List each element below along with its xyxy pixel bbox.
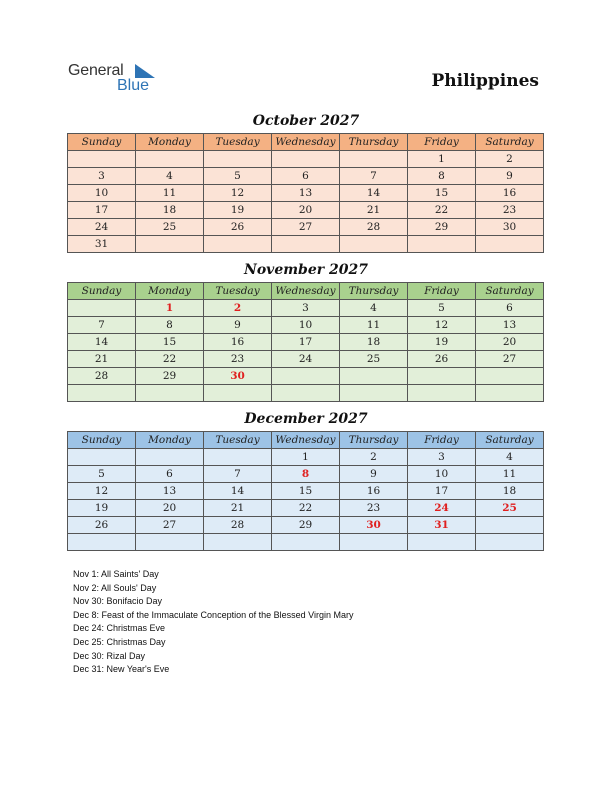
weekday-sunday: Sunday	[68, 134, 136, 151]
week-row	[68, 449, 544, 466]
empty-day-cell	[408, 534, 476, 551]
holiday-item: Dec 24: Christmas Eve	[73, 623, 166, 634]
week-row	[68, 534, 544, 551]
empty-day-cell	[204, 449, 272, 466]
day-cell: 19	[204, 202, 272, 219]
day-cell: 2	[204, 300, 272, 317]
week-row	[68, 202, 544, 219]
weekday-sunday: Sunday	[68, 283, 136, 300]
day-cell: 13	[272, 185, 340, 202]
empty-day-cell	[204, 236, 272, 253]
weekday-header-row	[68, 432, 544, 449]
day-cell: 17	[68, 202, 136, 219]
empty-day-cell	[408, 236, 476, 253]
day-cell: 16	[340, 483, 408, 500]
day-cell: 1	[136, 300, 204, 317]
week-row	[68, 168, 544, 185]
day-cell: 15	[272, 483, 340, 500]
weekday-thursday: Thursday	[340, 283, 408, 300]
weekday-saturday: Saturday	[476, 432, 544, 449]
weekday-monday: Monday	[136, 283, 204, 300]
holiday-item: Nov 2: All Souls' Day	[73, 582, 157, 593]
day-cell: 9	[476, 168, 544, 185]
weekday-wednesday: Wednesday	[272, 134, 340, 151]
day-cell: 29	[272, 517, 340, 534]
week-row	[68, 351, 544, 368]
day-cell: 11	[136, 185, 204, 202]
month-title-december: December 2027	[244, 411, 368, 427]
day-cell: 12	[204, 185, 272, 202]
calendar-december	[67, 431, 544, 551]
week-row	[68, 517, 544, 534]
empty-day-cell	[272, 385, 340, 402]
week-row	[68, 151, 544, 168]
day-cell: 18	[340, 334, 408, 351]
week-row	[68, 466, 544, 483]
holiday-item: Dec 25: Christmas Day	[73, 636, 166, 647]
holiday-item: Dec 30: Rizal Day	[73, 650, 146, 661]
weekday-friday: Friday	[408, 283, 476, 300]
day-cell: 7	[68, 317, 136, 334]
day-cell: 24	[272, 351, 340, 368]
empty-day-cell	[476, 236, 544, 253]
day-cell: 8	[408, 168, 476, 185]
empty-day-cell	[408, 385, 476, 402]
day-cell: 30	[340, 517, 408, 534]
day-cell: 11	[340, 317, 408, 334]
day-cell: 26	[408, 351, 476, 368]
empty-day-cell	[136, 449, 204, 466]
day-cell: 21	[204, 500, 272, 517]
day-cell: 28	[204, 517, 272, 534]
day-cell: 13	[476, 317, 544, 334]
weekday-tuesday: Tuesday	[204, 134, 272, 151]
day-cell: 10	[68, 185, 136, 202]
weekday-tuesday: Tuesday	[204, 283, 272, 300]
day-cell: 17	[408, 483, 476, 500]
day-cell: 6	[476, 300, 544, 317]
day-cell: 19	[68, 500, 136, 517]
day-cell: 12	[408, 317, 476, 334]
day-cell: 29	[136, 368, 204, 385]
empty-day-cell	[476, 534, 544, 551]
day-cell: 5	[204, 168, 272, 185]
day-cell: 9	[204, 317, 272, 334]
day-cell: 24	[408, 500, 476, 517]
month-title-november: November 2027	[244, 262, 368, 278]
day-cell: 18	[136, 202, 204, 219]
week-row	[68, 334, 544, 351]
weekday-thursday: Thursday	[340, 134, 408, 151]
day-cell: 18	[476, 483, 544, 500]
day-cell: 15	[136, 334, 204, 351]
day-cell: 29	[408, 219, 476, 236]
weekday-friday: Friday	[408, 432, 476, 449]
empty-day-cell	[68, 449, 136, 466]
empty-day-cell	[204, 534, 272, 551]
day-cell: 23	[204, 351, 272, 368]
empty-day-cell	[408, 368, 476, 385]
day-cell: 3	[272, 300, 340, 317]
weekday-thursday: Thursday	[340, 432, 408, 449]
day-cell: 5	[408, 300, 476, 317]
day-cell: 25	[340, 351, 408, 368]
holiday-item: Dec 31: New Year's Eve	[73, 664, 170, 675]
day-cell: 28	[340, 219, 408, 236]
day-cell: 7	[340, 168, 408, 185]
day-cell: 16	[476, 185, 544, 202]
day-cell: 24	[68, 219, 136, 236]
day-cell: 30	[476, 219, 544, 236]
week-row	[68, 185, 544, 202]
day-cell: 31	[68, 236, 136, 253]
weekday-friday: Friday	[408, 134, 476, 151]
day-cell: 22	[272, 500, 340, 517]
day-cell: 10	[272, 317, 340, 334]
empty-day-cell	[68, 534, 136, 551]
day-cell: 26	[204, 219, 272, 236]
day-cell: 28	[68, 368, 136, 385]
day-cell: 23	[476, 202, 544, 219]
empty-day-cell	[340, 534, 408, 551]
day-cell: 16	[204, 334, 272, 351]
day-cell: 3	[408, 449, 476, 466]
week-row	[68, 236, 544, 253]
day-cell: 7	[204, 466, 272, 483]
weekday-saturday: Saturday	[476, 134, 544, 151]
day-cell: 26	[68, 517, 136, 534]
weekday-monday: Monday	[136, 134, 204, 151]
day-cell: 1	[272, 449, 340, 466]
day-cell: 14	[68, 334, 136, 351]
day-cell: 9	[340, 466, 408, 483]
day-cell: 5	[68, 466, 136, 483]
day-cell: 14	[204, 483, 272, 500]
holiday-list	[73, 568, 353, 677]
day-cell: 8	[136, 317, 204, 334]
week-row	[68, 385, 544, 402]
calendar-november	[67, 282, 544, 402]
day-cell: 6	[272, 168, 340, 185]
day-cell: 10	[408, 466, 476, 483]
week-row	[68, 317, 544, 334]
day-cell: 3	[68, 168, 136, 185]
weekday-sunday: Sunday	[68, 432, 136, 449]
empty-day-cell	[476, 517, 544, 534]
day-cell: 14	[340, 185, 408, 202]
holiday-item: Nov 1: All Saints' Day	[73, 569, 159, 579]
day-cell: 1	[408, 151, 476, 168]
day-cell: 8	[272, 466, 340, 483]
day-cell: 27	[136, 517, 204, 534]
logo-text-blue: Blue	[117, 77, 150, 94]
day-cell: 12	[68, 483, 136, 500]
empty-day-cell	[272, 151, 340, 168]
empty-day-cell	[68, 300, 136, 317]
week-row	[68, 500, 544, 517]
day-cell: 20	[272, 202, 340, 219]
calendar-body	[68, 151, 544, 253]
calendar-october	[67, 133, 544, 253]
empty-day-cell	[136, 151, 204, 168]
empty-day-cell	[272, 368, 340, 385]
empty-day-cell	[204, 151, 272, 168]
day-cell: 21	[68, 351, 136, 368]
day-cell: 4	[340, 300, 408, 317]
day-cell: 20	[476, 334, 544, 351]
logo-flag-icon	[135, 64, 155, 78]
day-cell: 27	[476, 351, 544, 368]
day-cell: 25	[476, 500, 544, 517]
week-row	[68, 219, 544, 236]
day-cell: 21	[340, 202, 408, 219]
day-cell: 31	[408, 517, 476, 534]
month-title-october: October 2027	[252, 113, 360, 129]
calendar-body	[68, 300, 544, 402]
day-cell: 19	[408, 334, 476, 351]
empty-day-cell	[136, 236, 204, 253]
empty-day-cell	[204, 385, 272, 402]
empty-day-cell	[340, 385, 408, 402]
day-cell: 20	[136, 500, 204, 517]
empty-day-cell	[340, 151, 408, 168]
empty-day-cell	[340, 236, 408, 253]
empty-day-cell	[340, 368, 408, 385]
day-cell: 15	[408, 185, 476, 202]
empty-day-cell	[68, 385, 136, 402]
weekday-tuesday: Tuesday	[204, 432, 272, 449]
day-cell: 4	[476, 449, 544, 466]
empty-day-cell	[476, 385, 544, 402]
country-title: Philippines	[431, 71, 539, 91]
weekday-wednesday: Wednesday	[272, 283, 340, 300]
week-row	[68, 483, 544, 500]
empty-day-cell	[68, 151, 136, 168]
day-cell: 27	[272, 219, 340, 236]
empty-day-cell	[136, 534, 204, 551]
day-cell: 30	[204, 368, 272, 385]
generalblue-logo	[68, 62, 168, 98]
weekday-wednesday: Wednesday	[272, 432, 340, 449]
day-cell: 17	[272, 334, 340, 351]
day-cell: 6	[136, 466, 204, 483]
day-cell: 4	[136, 168, 204, 185]
day-cell: 25	[136, 219, 204, 236]
empty-day-cell	[476, 368, 544, 385]
week-row	[68, 368, 544, 385]
day-cell: 2	[476, 151, 544, 168]
holiday-item: Nov 30: Bonifacio Day	[73, 596, 163, 607]
weekday-header-row	[68, 134, 544, 151]
day-cell: 22	[136, 351, 204, 368]
weekday-header-row	[68, 283, 544, 300]
logo-text-general: General	[68, 62, 124, 79]
holiday-item: Dec 8: Feast of the Immaculate Conception of the Blessed Virgin Mary	[73, 609, 354, 620]
empty-day-cell	[136, 385, 204, 402]
day-cell: 23	[340, 500, 408, 517]
week-row	[68, 300, 544, 317]
weekday-monday: Monday	[136, 432, 204, 449]
weekday-saturday: Saturday	[476, 283, 544, 300]
day-cell: 2	[340, 449, 408, 466]
empty-day-cell	[272, 534, 340, 551]
day-cell: 13	[136, 483, 204, 500]
day-cell: 22	[408, 202, 476, 219]
empty-day-cell	[272, 236, 340, 253]
day-cell: 11	[476, 466, 544, 483]
calendar-body	[68, 449, 544, 551]
